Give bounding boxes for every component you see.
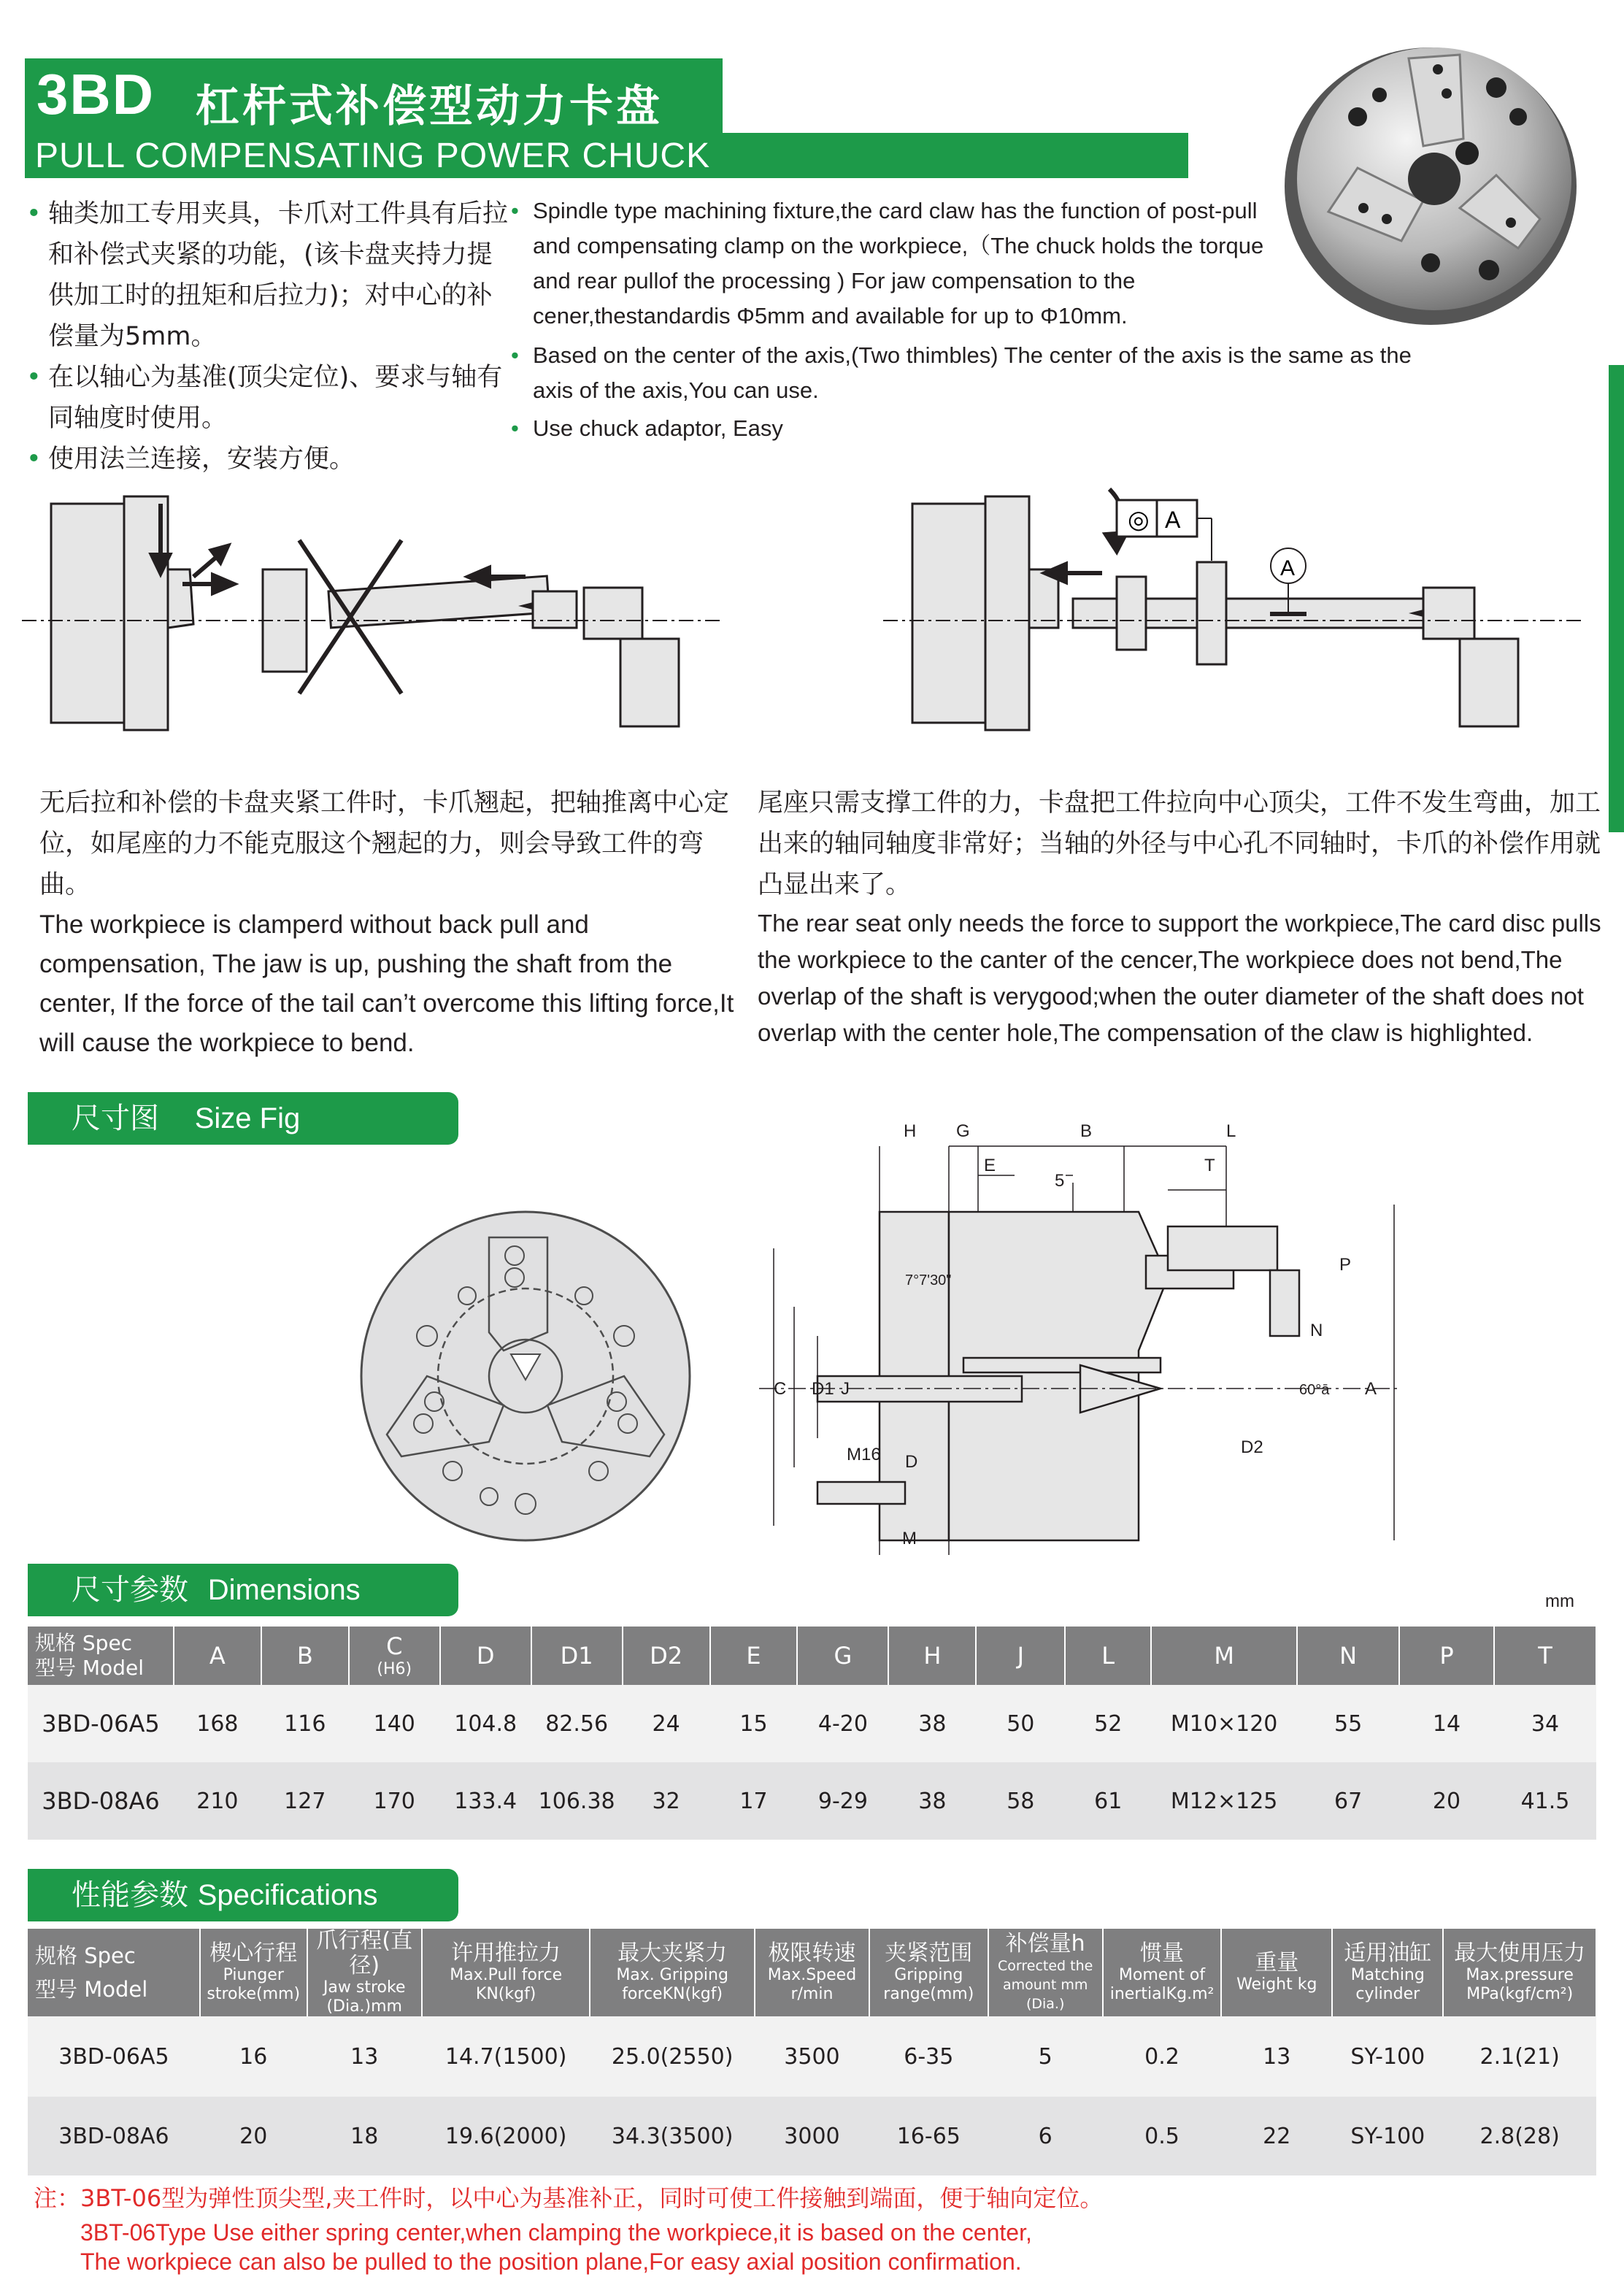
dim-j: J: [841, 1379, 850, 1399]
spec-model-cell: 3BD-08A6: [28, 2097, 200, 2175]
spec-col-weight: 重量 Weight kg: [1221, 1929, 1332, 2016]
dim-d2: D2: [1241, 1437, 1263, 1457]
dim-p: P: [1339, 1255, 1352, 1275]
size-fig-front-view: [358, 1208, 693, 1544]
product-title-en: PULL COMPENSATING POWER CHUCK: [35, 137, 711, 175]
intro-en-2: • Based on the center of the axis,(Two thimbles) The center of the axis is the same as the axis of the axis,You can use.: [511, 338, 1423, 408]
section-size-cn: 尺寸图: [72, 1102, 159, 1135]
spec-cell: 5: [988, 2016, 1103, 2097]
dim-cell: 14: [1399, 1685, 1494, 1762]
table-row: [28, 2097, 1596, 2175]
spec-cell: 0.5: [1103, 2097, 1221, 2175]
spec-cell: 16-65: [869, 2097, 988, 2175]
dim-cell: 20: [1399, 1762, 1494, 1840]
product-title-cn: 杠杆式补偿型动力卡盘: [196, 81, 663, 132]
dim-cell: 67: [1297, 1762, 1399, 1840]
size-fig-section-view: [759, 1117, 1401, 1570]
arrow-icon: [152, 504, 526, 593]
section-spec-en: Specifications: [197, 1879, 378, 1911]
dim-col-e: E: [710, 1627, 798, 1685]
dim-cell: 106.38: [531, 1762, 623, 1840]
specs-header-row: [28, 1929, 1596, 2016]
dim-col-d1: D1: [531, 1627, 623, 1685]
dim-col-p: P: [1399, 1627, 1494, 1685]
dim-cell: 82.56: [531, 1685, 623, 1762]
intro-cn-3: • 使用法兰连接，安装方便。: [26, 439, 515, 480]
spec-cell: 0.2: [1103, 2016, 1221, 2097]
table-row: [28, 2016, 1596, 2097]
dim-cell: 9-29: [797, 1762, 888, 1840]
section-specifications: [28, 1869, 458, 1921]
spec-col-inertia: 惯量 Moment of inertialKg.m²: [1103, 1929, 1221, 2016]
datum-a-label: A: [1280, 556, 1296, 580]
diagram-with-compensation: [883, 482, 1584, 752]
dim-cell: M10×120: [1151, 1685, 1297, 1762]
side-tab: [1609, 365, 1624, 832]
spec-cell: SY-100: [1332, 2016, 1443, 2097]
intro-bullets-cn: [26, 193, 515, 480]
spec-col-plunger: 楔心行程 Piunger stroke(mm): [200, 1929, 307, 2016]
dim-e: E: [984, 1156, 996, 1175]
dim-g: G: [956, 1121, 970, 1141]
dim-cell: 116: [261, 1685, 349, 1762]
spec-cell: 3500: [755, 2016, 869, 2097]
dim-spec-label: 规格 Spec: [35, 1631, 133, 1655]
spec-cell: 13: [307, 2016, 422, 2097]
dim-cell: 50: [976, 1685, 1065, 1762]
dim-d: D: [905, 1452, 918, 1472]
right-text-cn: 尾座只需支撑工件的力，卡盘把工件拉向中心顶尖，工件不发生弯曲，加工出来的轴同轴度非常好；当轴的外径与中心孔不同轴时，卡爪的补偿作用就凸显出来了。: [758, 788, 1601, 899]
dim-cell: 52: [1065, 1685, 1151, 1762]
dim-spec-model-header: [28, 1627, 174, 1685]
dim-cell: 34: [1494, 1685, 1596, 1762]
dim-n: N: [1310, 1321, 1323, 1340]
spec-col-max-speed: 极限转速 Max.Speed r/min: [755, 1929, 869, 2016]
dim-col-n: N: [1297, 1627, 1399, 1685]
spec-model-label: 型号 Model: [35, 1977, 148, 2002]
dim-col-t: T: [1494, 1627, 1596, 1685]
spec-col-gripping-range: 夹紧范围 Gripping range(mm): [869, 1929, 988, 2016]
spec-cell: 2.8(28): [1443, 2097, 1596, 2175]
section-dims-cn: 尺寸参数: [72, 1573, 188, 1607]
section-dims-en: Dimensions: [207, 1574, 361, 1606]
note-en-line2: The workpiece can also be pulled to the position plane,For easy axial position confirmation.: [80, 2248, 1022, 2275]
left-text-en: The workpiece is clamperd without back pull and compensation, The jaw is up, pushing the shaft from the center, If the force of the tail can’t overcome this lifting force,It will cause the workpiece to bend.: [39, 910, 734, 1057]
dim-cell: 24: [623, 1685, 710, 1762]
dim-angle: 7°7'30": [905, 1272, 952, 1289]
intro-bullets-en: [511, 193, 1423, 446]
product-code: 3BD: [36, 62, 155, 126]
note-en-line1: 3BT-06Type Use either spring center,when clamping the workpiece,it is based on the center,: [80, 2219, 1032, 2246]
spec-cell: 20: [200, 2097, 307, 2175]
dim-cell: 15: [710, 1685, 798, 1762]
dim-col-h: H: [888, 1627, 976, 1685]
spec-col-pull-force: 许用推拉力 Max.Pull force KN(kgf): [422, 1929, 590, 2016]
dim-cell: 168: [174, 1685, 261, 1762]
dim-cell: 32: [623, 1762, 710, 1840]
dim-h: H: [904, 1121, 917, 1141]
dim-model-label: 型号 Model: [35, 1656, 144, 1680]
spec-col-pressure: 最大使用压力 Max.pressure MPa(kgf/cm²): [1443, 1929, 1596, 2016]
diagram-without-compensation: [22, 482, 723, 745]
spec-spec-label: 规格 Spec: [35, 1943, 136, 1968]
intro-cn-2: • 在以轴心为基准(顶尖定位)、要求与轴有同轴度时使用。: [26, 357, 515, 439]
dim-col-a: A: [174, 1627, 261, 1685]
dim-col-d2: D2: [623, 1627, 710, 1685]
dim-col-c-sub: (H6): [377, 1660, 412, 1678]
spec-cell: SY-100: [1332, 2097, 1443, 2175]
dim-col-b: B: [261, 1627, 349, 1685]
dim-col-m: M: [1151, 1627, 1297, 1685]
dim-cell: 61: [1065, 1762, 1151, 1840]
spec-cell: 22: [1221, 2097, 1332, 2175]
dim-a: A: [1365, 1379, 1377, 1399]
intro-en-1: • Spindle type machining fixture,the card claw has the function of post-pull and compensating clamp on the workpiece,（The chuck holds the torque and rear pullof the processing ) For jaw compensation to the cener,thestandardis Φ5mm and available for up to Φ10mm.: [511, 193, 1277, 334]
spec-cell: 6-35: [869, 2016, 988, 2097]
dim-cell: M12×125: [1151, 1762, 1297, 1840]
dim-5: 5: [1055, 1171, 1065, 1191]
spec-cell: 13: [1221, 2016, 1332, 2097]
spec-col-jaw-stroke: 爪行程(直径) Jaw stroke (Dia.)mm: [307, 1929, 422, 2016]
unit-label: mm: [1545, 1591, 1574, 1611]
dim-cell: 38: [888, 1685, 976, 1762]
dim-cell: 4-20: [797, 1685, 888, 1762]
dim-m16: M16: [847, 1445, 881, 1464]
spec-col-correction: 补偿量h Corrected the amount mm (Dia.): [988, 1929, 1103, 2016]
spec-cell: 18: [307, 2097, 422, 2175]
spec-cell: 6: [988, 2097, 1103, 2175]
spec-cell: 3000: [755, 2097, 869, 2175]
spec-cell: 16: [200, 2016, 307, 2097]
dim-col-l: L: [1065, 1627, 1151, 1685]
dim-c: C: [774, 1379, 787, 1399]
dim-cell: 210: [174, 1762, 261, 1840]
spec-cell: 19.6(2000): [422, 2097, 590, 2175]
section-spec-cn: 性能参数: [72, 1878, 188, 1912]
spec-cell: 34.3(3500): [590, 2097, 754, 2175]
dim-cell: 140: [349, 1685, 440, 1762]
section-size-en: Size Fig: [194, 1102, 301, 1134]
spec-model-cell: 3BD-06A5: [28, 2016, 200, 2097]
gdt-datum: A: [1165, 507, 1181, 533]
intro-cn-1: • 轴类加工专用夹具，卡爪对工件具有后拉和补偿式夹紧的功能，(该卡盘夹持力提供加工时的扭矩和后拉力)；对中心的补偿量为5mm。: [26, 193, 515, 357]
dim-col-d: D: [440, 1627, 531, 1685]
spec-col-gripping-force: 最大夹紧力 Max. Gripping forceKN(kgf): [590, 1929, 754, 2016]
intro-en-3: • Use chuck adaptor, Easy: [511, 411, 1423, 446]
dim-cell: 41.5: [1494, 1762, 1596, 1840]
dim-model-cell: 3BD-08A6: [28, 1762, 174, 1840]
dim-cell: 55: [1297, 1685, 1399, 1762]
dim-cell: 58: [976, 1762, 1065, 1840]
dim-cell: 104.8: [440, 1685, 531, 1762]
dim-cell: 38: [888, 1762, 976, 1840]
right-text-en: The rear seat only needs the force to support the workpiece,The card disc pulls the workpiece to the canter of the cencer,The workpiece does not bend,The overlap of the shaft is verygood;when the outer diameter of the shaft does not overlap with the center hole,The compensation of the claw is highlighted.: [758, 910, 1601, 1046]
dim-col-c-label: C: [386, 1632, 403, 1660]
dim-d1: D1: [812, 1379, 834, 1399]
specifications-table: [28, 1929, 1597, 2175]
spec-col-cylinder: 适用油缸 Matching cylinder: [1332, 1929, 1443, 2016]
dim-m: M: [902, 1529, 917, 1548]
dim-cell: 127: [261, 1762, 349, 1840]
dim-cell: 170: [349, 1762, 440, 1840]
dim-model-cell: 3BD-06A5: [28, 1685, 174, 1762]
note-cn: 注：3BT-06型为弹性顶尖型,夹工件时，以中心为基准补正，同时可使工件接触到端面，便于轴向定位。: [34, 2184, 1104, 2212]
dim-col-g: G: [797, 1627, 888, 1685]
left-text-cn: 无后拉和补偿的卡盘夹紧工件时，卡爪翘起，把轴推离中心定位，如尾座的力不能克服这个翘起的力，则会导致工件的弯曲。: [39, 788, 730, 899]
spec-cell: 25.0(2550): [590, 2016, 754, 2097]
dim-l: L: [1226, 1121, 1236, 1141]
section-dimensions: [28, 1564, 458, 1616]
arrow-icon: [1045, 489, 1126, 582]
dim-cell: 133.4: [440, 1762, 531, 1840]
table-row: [28, 1762, 1596, 1840]
dim-cell: 17: [710, 1762, 798, 1840]
dimensions-header-row: [28, 1627, 1596, 1685]
section-size-fig: [28, 1092, 458, 1145]
dim-t: T: [1204, 1156, 1215, 1175]
spec-spec-model-header: [28, 1929, 200, 2016]
dim-sixty: 60°ā: [1299, 1382, 1330, 1398]
dim-col-j: J: [976, 1627, 1065, 1685]
dimensions-table: [28, 1627, 1597, 1840]
gdt-symbol: ◎: [1128, 505, 1150, 534]
dim-col-c: [349, 1627, 440, 1685]
spec-cell: 14.7(1500): [422, 2016, 590, 2097]
dim-b: B: [1080, 1121, 1093, 1141]
table-row: [28, 1685, 1596, 1762]
spec-cell: 2.1(21): [1443, 2016, 1596, 2097]
